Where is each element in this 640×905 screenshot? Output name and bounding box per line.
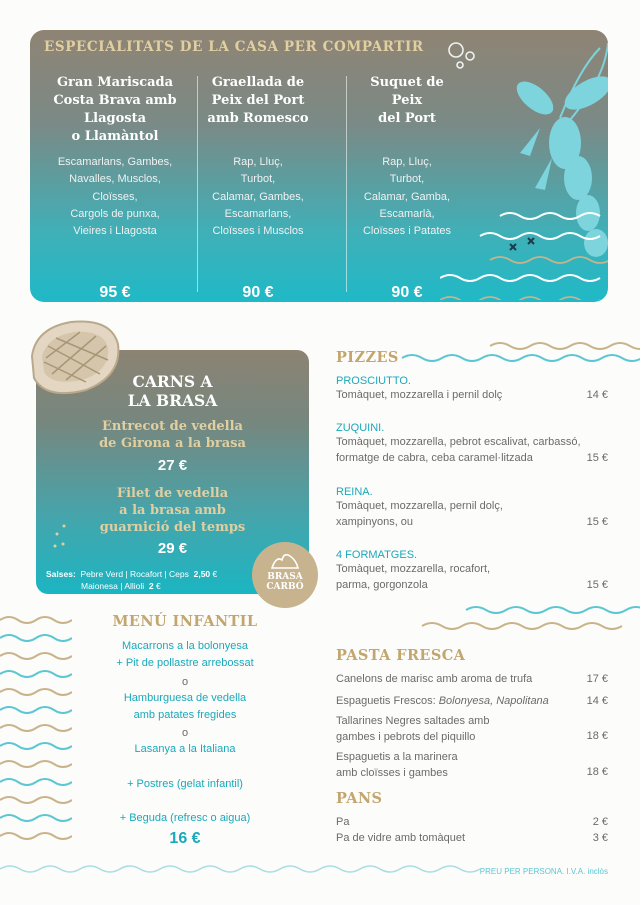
dish-item-line: Escamarlans, <box>224 207 292 220</box>
euro-symbol: € <box>156 581 161 591</box>
pasta-desc-italic: Bolonyesa, Napolitana <box>438 695 549 707</box>
dish-item-line: Turbot, <box>389 173 425 186</box>
meat-icon <box>26 316 122 402</box>
carns-dish-2 <box>36 485 309 536</box>
pasta-item <box>336 672 608 688</box>
pizzes-title: PIZZES <box>336 349 399 366</box>
flame-icon <box>270 550 300 570</box>
dish-name-line: Gran Mariscada <box>56 75 174 90</box>
pizza-name: PROSCIUTTO. <box>336 375 411 387</box>
dish-item-line: Cloïsses, <box>92 190 138 203</box>
dish-name-line: Costa Brava amb <box>53 93 177 108</box>
dish-item-line: Cargols de punxa, <box>70 207 160 220</box>
special-dish-1 <box>40 74 190 301</box>
dish-item-line: Calamar, Gamba, <box>363 190 451 203</box>
pasta-desc: Espaguetis a la marinera <box>336 751 458 763</box>
special-dish-2 <box>183 74 333 301</box>
pasta-price: 17 € <box>586 673 608 685</box>
pizza-item <box>336 549 608 593</box>
pasta-desc: amb cloïsses i gambes <box>336 766 448 779</box>
pizza-desc: xampinyons, ou <box>336 516 414 528</box>
pizza-name: 4 FORMATGES. <box>336 549 418 561</box>
carns-price-2: 29 € <box>157 540 188 557</box>
pizza-desc: parma, gorgonzola <box>336 579 428 591</box>
footer-note: PREU PER PERSONA. I.V.A. inclòs <box>479 867 608 876</box>
dish-item-line: Vieires i Llagosta <box>73 225 157 238</box>
pizza-price: 15 € <box>586 516 608 528</box>
pasta-price: 14 € <box>586 695 608 707</box>
pizza-desc: Tomàquet, mozzarella i pernil dolç <box>336 389 503 401</box>
salses-line: Pebre Verd | Rocafort | Ceps <box>80 569 189 579</box>
pizza-price: 15 € <box>586 452 608 464</box>
carns-dish-line: Entrecot de vedella <box>102 419 243 434</box>
dish-name-line: Llagosta <box>83 111 146 126</box>
wave-decoration <box>400 338 640 368</box>
salses-price: 2,50 <box>193 569 211 579</box>
dish-name-line: Peix del Port <box>211 93 305 108</box>
dish-item-line: Rap, Lluç, <box>233 156 283 168</box>
carns-title-line: LA BRASA <box>127 391 218 410</box>
dots-icon <box>52 522 72 552</box>
pans-name: Pa de vidre amb tomàquet <box>336 832 466 844</box>
pans-item <box>336 815 608 831</box>
pasta-desc: Tallarines Negres saltades amb <box>336 715 490 727</box>
carns-dish-line: guarnició del temps <box>99 520 246 535</box>
infantil-line: + Pit de pollastre arrebossat <box>116 657 254 669</box>
dish-item-line: Rap, Lluç, <box>382 156 432 168</box>
brasa-badge <box>252 542 318 608</box>
pizza-name: REINA. <box>336 486 373 498</box>
dish-item-line: Cloïsses i Patates <box>362 225 452 238</box>
pasta-item <box>336 694 608 710</box>
pasta-desc: Espaguetis Frescos: <box>336 695 439 707</box>
dish-item-line: Turbot, <box>240 173 276 186</box>
carns-title-line: CARNS A <box>132 372 213 391</box>
salses-price: 2 <box>148 581 154 591</box>
salses-label: Salses: <box>46 569 76 579</box>
pasta-price: 18 € <box>586 766 608 778</box>
infantil-line: + Beguda (refresc o aigua) <box>119 812 251 824</box>
infantil-line: o <box>181 676 189 688</box>
dish-name-line: Suquet de <box>370 75 444 90</box>
pizza-name: ZUQUINI. <box>336 422 385 434</box>
carns-price-1: 27 € <box>157 457 188 474</box>
dish-item-line: Escamarlans, Gambes, <box>57 156 173 168</box>
pizza-desc: formatge de cabra, ceba caramel·litzada <box>336 452 533 464</box>
pasta-desc: gambes i pebrots del piquillo <box>336 730 476 743</box>
dish-name-line: o Llamàntol <box>71 129 159 144</box>
infantil-title: MENÚ INFANTIL <box>112 613 258 630</box>
dish-name-line: del Port <box>378 111 436 126</box>
pizza-price: 15 € <box>586 579 608 591</box>
carns-dish-line: Filet de vedella <box>116 486 229 501</box>
dish-item-line: Escamarlà, <box>379 207 435 220</box>
carns-dish-1 <box>36 418 309 452</box>
infantil-line: Lasanya a la Italiana <box>134 743 236 755</box>
pizza-price: 14 € <box>586 389 608 401</box>
euro-symbol: € <box>212 569 218 579</box>
dish-price: 95 € <box>99 284 131 301</box>
badge-line: BRASA <box>267 572 303 582</box>
pasta-title: PASTA FRESCA <box>336 647 466 664</box>
pans-name: Pa <box>336 816 350 828</box>
salses <box>46 568 217 592</box>
pizza-item <box>336 375 608 403</box>
pizza-desc: Tomàquet, mozzarella, pebrot escalivat, carbassó, <box>336 436 581 448</box>
badge-line: CARBÓ <box>266 582 304 592</box>
specials-title: ESPECIALITATS DE LA CASA PER COMPARTIR <box>44 39 424 55</box>
carns-dish-line: de Girona a la brasa <box>99 436 246 451</box>
pans-price: 2 € <box>592 816 608 828</box>
pizza-item <box>336 486 608 530</box>
pans-item <box>336 831 608 847</box>
pans-title: PANS <box>336 790 383 807</box>
infantil-line: Hamburguesa de vedella <box>123 692 247 704</box>
infantil-line: o <box>181 727 189 739</box>
dish-price: 90 € <box>242 284 274 301</box>
infantil-line: amb patates fregides <box>133 709 237 721</box>
salses-line: Maionesa | Allioli <box>81 581 145 591</box>
pasta-price: 18 € <box>586 730 608 742</box>
infantil-line: Macarrons a la bolonyesa <box>122 640 248 652</box>
infantil-price: 16 € <box>169 830 201 847</box>
dish-name-line: Peix <box>391 93 423 108</box>
pasta-desc: Canelons de marisc amb aroma de trufa <box>336 673 533 685</box>
pasta-item <box>336 750 608 781</box>
dish-item-line: Calamar, Gambes, <box>212 190 304 203</box>
dish-name-line: Graellada de <box>211 75 305 90</box>
dish-price: 90 € <box>391 284 423 301</box>
dish-item-line: Cloïsses i Musclos <box>212 225 304 238</box>
pizza-desc: Tomàquet, mozzarella, pernil dolç, <box>336 500 503 512</box>
dish-name-line: amb Romesco <box>207 111 309 126</box>
special-dish-3 <box>332 74 482 301</box>
wave-decoration <box>0 610 72 860</box>
pizza-item <box>336 422 608 466</box>
wave-decoration <box>420 604 640 634</box>
pasta-item <box>336 714 608 745</box>
infantil-line: + Postres (gelat infantil) <box>127 778 243 790</box>
carns-dish-line: a la brasa amb <box>119 503 226 518</box>
specials-card <box>30 30 608 302</box>
pizza-desc: Tomàquet, mozzarella, rocafort, <box>336 563 491 575</box>
dish-item-line: Navalles, Musclos, <box>69 173 161 186</box>
pans-price: 3 € <box>592 832 608 844</box>
